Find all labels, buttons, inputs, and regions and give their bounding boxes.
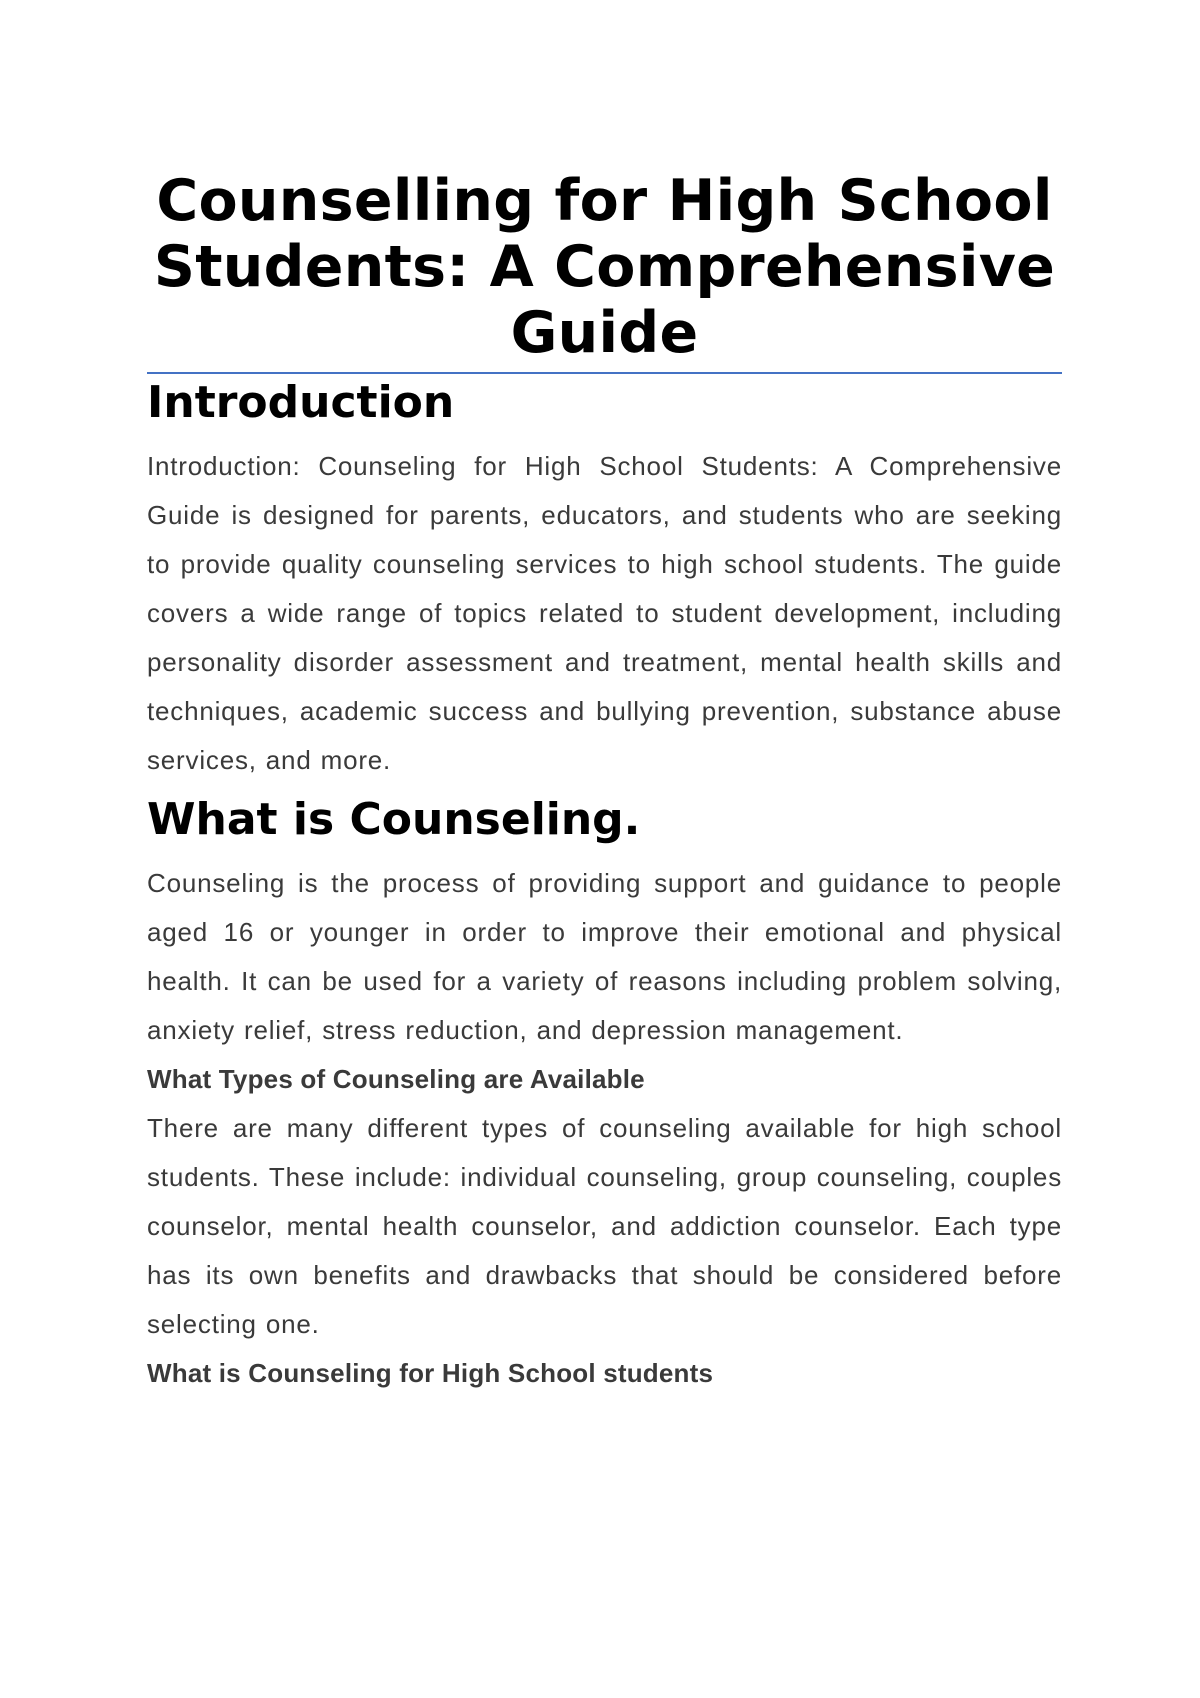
document-page xyxy=(147,168,1062,1398)
heading-types-of-counseling: What Types of Counseling are Available xyxy=(147,1064,645,1094)
what-is-counseling-paragraph: Counseling is the process of providing support and guidance to people aged 16 or younger in order to improve their emotional and physical health. It can be used for a variety of reasons including problem solving, anxiety relief, stress reduction, and depression management. xyxy=(147,868,1062,1045)
types-of-counseling-paragraph: There are many different types of counseling available for high school students. These include: individual counseling, group counseling, couples counselor, mental health counselor, and addiction counselor. Each type has its own benefits and drawbacks that should be considered before selecting one. xyxy=(147,1113,1062,1339)
document-title: Counselling for High School Students: A Comprehensive Guide xyxy=(147,168,1062,374)
heading-counseling-for-high-school: What is Counseling for High School students xyxy=(147,1358,714,1388)
heading-introduction: Introduction xyxy=(147,377,455,428)
introduction-paragraph: Introduction: Counseling for High School Students: A Comprehensive Guide is designed for parents, educators, and students who are seeking to provide quality counseling services to high school students. The guide covers a wide range of topics related to student development, including personality disorder assessment and treatment, mental health skills and techniques, academic success and bullying prevention, substance abuse services, and more. xyxy=(147,451,1062,775)
heading-what-is-counseling: What is Counseling. xyxy=(147,794,641,845)
